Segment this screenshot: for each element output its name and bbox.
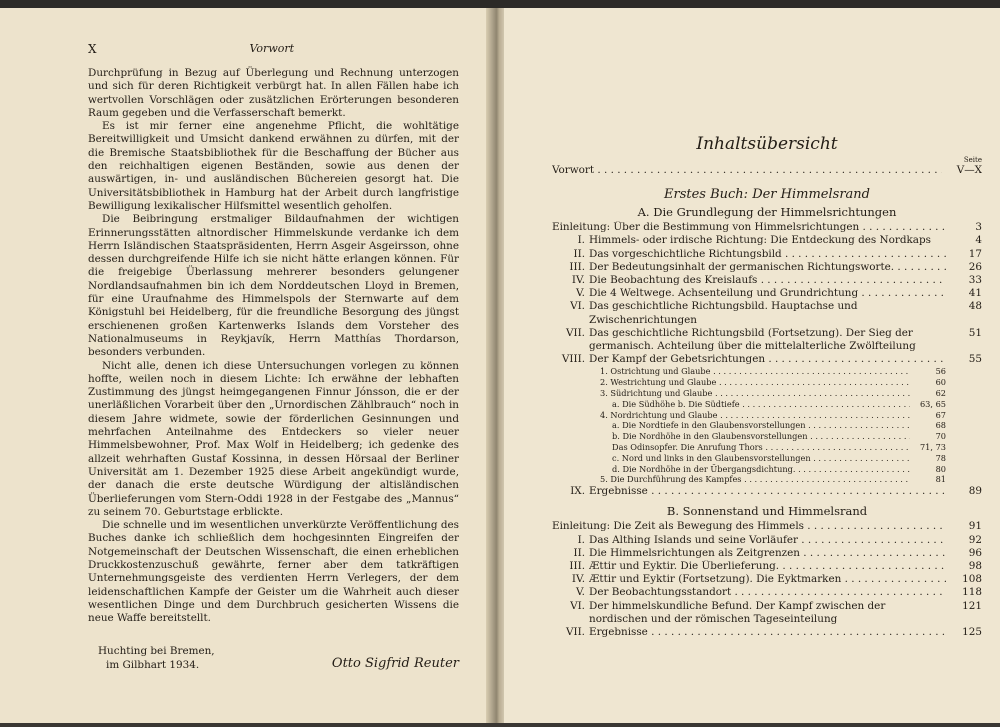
toc-subentry <box>552 377 982 388</box>
toc-entry-number: III. <box>569 260 585 273</box>
toc-entry-page: 48 <box>968 300 982 313</box>
part-a-title: A. Die Grundlegung der Himmelsrichtungen <box>637 205 897 220</box>
toc-entry-title: Ættir und Eyktir. Die Überlieferung. . . . <box>589 560 946 573</box>
toc-subentry-title: d. Die Nordhöhe in der Übergangsdichtung. . . . <box>612 464 910 475</box>
toc-subentry-page: 63, 65 <box>919 398 946 409</box>
toc-entry <box>552 547 982 560</box>
toc-entry <box>552 248 982 261</box>
toc-entry <box>552 300 982 326</box>
toc-entry-title: Die 4 Weltwege. Achsenteilung und Grundrichtung . . . <box>589 287 946 300</box>
toc-subentry-page: 67 <box>935 409 946 420</box>
toc-subentry <box>552 442 982 453</box>
toc-entry-number: IV. <box>571 274 585 287</box>
toc-entry <box>552 560 982 573</box>
author-name: Otto Sigfrid Reuter <box>331 656 459 672</box>
toc-subentry <box>552 388 982 399</box>
toc-subentry-page: 62 <box>935 388 946 399</box>
toc-entry-page: 98 <box>968 560 982 573</box>
toc-entry-number: II. <box>573 247 585 260</box>
toc-subentry <box>552 399 982 410</box>
toc-subentry-title: a. Die Südhöhe b. Die Südtiefe . . . <box>612 399 910 410</box>
right-page <box>504 8 1000 723</box>
toc-subentry <box>552 453 982 464</box>
toc-entry-number: V. <box>576 287 585 300</box>
toc-entry-page: 51 <box>968 326 982 339</box>
toc-subentry <box>552 474 982 485</box>
toc-entry-title: Das vorgeschichtliche Richtungsbild . . . <box>589 248 946 261</box>
toc-entry-page: 4 <box>975 234 982 247</box>
date: im Gilbhart 1934. <box>106 658 200 671</box>
toc-entry-title: Einleitung: Die Zeit als Bewegung des Himmels . . . <box>552 520 946 533</box>
toc-entry-number: VII. <box>565 626 585 639</box>
paragraph: Die Beibringung erstmaliger Bildaufnahmen der wichtigen Erinnerungsstätten altnordischer Himmelskunde verdanke ich dem Herrn Isländischen Staatspräsidenten, Herrn Asgeir Asgeirsson, ohne dessen durchgreifende Hilfe ich sie nicht hätte erlangen können. Für die freigebige Überlassung mehrerer besonders gelungener Nordlandsaufnahmen bin ich dem Norddeutschen Lloyd in Bremen, für eine Uraufnahme des Himmelspols der Sternwarte auf dem Königstuhl bei Heidelberg, für die freundliche Besorgung des jüngst erschienenen großen Kartenwerks Islands dem Vorsteher des Nationalmuseums in Reykjavík, Herrn Matthías Thordarson, besonders verbunden. <box>88 213 459 359</box>
toc-subentry-title: a. Die Nordtiefe in den Glaubensvorstellungen . . . <box>612 420 910 431</box>
chapter-viii-subsections <box>552 366 982 485</box>
paragraph: Durchprüfung in Bezug auf Überlegung und Rechnung unterzogen und sich für deren Richtigkeit verbürgt hat. In allen Fällen habe ich wertvollen Vorschlägen oder zusätzlichen Erörterungen besonderen Raum gegeben und die Verfasserschaft bemerkt. <box>88 67 459 119</box>
toc-entry-page: 26 <box>968 260 982 273</box>
left-page <box>0 8 493 723</box>
toc-entry-title: Einleitung: Über die Bestimmung von Himmelsrichtungen . . . <box>552 221 946 234</box>
toc-entry-page: 121 <box>962 599 982 612</box>
toc-entry-title: Das Althing Islands und seine Vorläufer . . . <box>589 534 946 547</box>
toc-entry-title: Der Bedeutungsinhalt der germanischen Richtungsworte. . . . <box>589 261 946 274</box>
seite-label: Seite <box>963 156 982 164</box>
toc-entry-number: I. <box>577 234 585 247</box>
toc-entry-number: IV. <box>571 573 585 586</box>
toc-entry-number: VI. <box>570 300 585 313</box>
signature-block <box>88 645 459 672</box>
toc-entry <box>552 600 982 626</box>
toc-subentry-title: 4. Nordrichtung und Glaube . . . <box>600 410 910 421</box>
toc-entry-title: Ergebnisse . . . <box>589 626 946 639</box>
toc-subentry-title: Das Odinsopfer. Die Anrufung Thors . . . <box>612 442 910 453</box>
part-a-list <box>552 221 982 366</box>
toc-entry-title: Der himmelskundliche Befund. Der Kampf zwischen der nordischen und der römischen Tageseinteilung <box>589 599 886 625</box>
toc-entry <box>552 353 982 366</box>
toc-entry-page: 89 <box>968 485 982 498</box>
toc-entry-page: V—X <box>956 164 982 176</box>
toc-entry-page: 92 <box>968 533 982 546</box>
toc-entry-page: 33 <box>968 274 982 287</box>
toc-entry-title: Vorwort . . . <box>552 164 942 177</box>
place: Huchting bei Bremen, <box>98 645 215 658</box>
toc-entry-vorwort <box>552 164 982 177</box>
toc-entry-page: 91 <box>968 520 982 533</box>
toc-entry-number: III. <box>569 560 585 573</box>
toc-entry <box>552 626 982 639</box>
preface-body <box>88 67 459 625</box>
toc-entry <box>552 485 982 498</box>
toc-entry <box>552 261 982 274</box>
toc-subentry-title: 2. Westrichtung und Glaube . . . <box>600 377 910 388</box>
toc-entry-title: Das geschichtliche Richtungsbild. Hauptachse und Zwischenrichtungen <box>589 300 858 326</box>
toc-entry-title: Himmels- oder irdische Richtung: Die Entdeckung des Nordkaps <box>589 234 931 247</box>
toc-subentry <box>552 420 982 431</box>
toc-subentry-title: 3. Südrichtung und Glaube . . . <box>600 388 910 399</box>
toc-subentry-page: 81 <box>935 474 946 485</box>
toc-entry-page: 125 <box>962 626 982 639</box>
toc-subentry-title: 1. Ostrichtung und Glaube . . . <box>600 366 910 377</box>
toc-subentry-page: 60 <box>935 377 946 388</box>
toc-entry <box>552 534 982 547</box>
toc-subentry-page: 80 <box>935 463 946 474</box>
toc-subentry <box>552 464 982 475</box>
toc-entry-title: Die Beobachtung des Kreislaufs . . . <box>589 274 946 287</box>
book-title: Erstes Buch: Der Himmelsrand <box>664 187 870 203</box>
page-number: X <box>88 42 97 56</box>
toc-entry-page: 108 <box>962 573 982 586</box>
toc-subentry <box>552 366 982 377</box>
toc-subentry-title: 5. Die Durchführung des Kampfes . . . <box>600 474 910 485</box>
part-b-title: B. Sonnenstand und Himmelsrand <box>666 504 868 519</box>
toc-entry-title: Die Himmelsrichtungen als Zeitgrenzen . . . <box>589 547 946 560</box>
toc-entry-number: II. <box>573 546 585 559</box>
toc-entry <box>552 573 982 586</box>
toc-subentry-page: 70 <box>935 431 946 442</box>
part-a-final <box>552 485 982 498</box>
toc-entry <box>552 520 982 533</box>
running-title: Vorwort <box>249 42 295 55</box>
toc-entry-page: 17 <box>968 247 982 260</box>
toc-entry-page: 55 <box>968 353 982 366</box>
toc-subentry-title: b. Die Nordhöhe in den Glaubensvorstellungen . . . <box>612 431 910 442</box>
toc-entry <box>552 327 982 353</box>
toc-entry-number: I. <box>577 533 585 546</box>
paragraph: Nicht alle, denen ich diese Untersuchungen vorlegen zu können hoffte, weilen noch in diesem Lichte: Ich erwähne der lebhaften Zustimmung des jüngst heimgegangenen Finnur Jónsson, die er der unerläßlichen Vorarbeit über den „Urnordischen Zählbrauch“ noch in diesem Jahre widmete, sowie der förderlichen Gesinnungen und mehrfachen Anteilnahme des Entdeckers so vieler neuer Himmelsbewohner, Prof. Max Wolf in Heidelberg; ich gedenke des allzeit wehrhaften Gustaf Kossinna, in dessen Hörsaal der Berliner Universität am 1. Dezember 1925 diese Arbeit angekündigt wurde, der danach die erste deutsche Würdigung der altisländischen Überlieferungen vom Stern-Oddi 1928 in der Festgabe des „Mannus“ zu seinem 70. Geburtstage erblickte. <box>88 359 459 518</box>
toc-entry <box>552 586 982 599</box>
toc-subentry-page: 68 <box>935 420 946 431</box>
paragraph: Die schnelle und im wesentlichen unverkürzte Veröffentlichung des Buches danke ich schließlich dem hochgesinnten Eingreifen der Notgemeinschaft der Deutschen Wissenschaft, die einen erheblichen Druckkostenzuschuß gewährte, ferner aber dem tatkräftigen Unternehmungsgeiste des verdienten Herrn Verlegers, der dem leidenschaftlichen Kampfe der Geister um die Wahrheit auch dieser wesentlichen Dinge und dem Durchbruch gesicherten Wissens die neue Waffe bereitstellt. <box>88 519 459 625</box>
toc-entry-page: 3 <box>975 221 982 234</box>
toc-subentry <box>552 410 982 421</box>
toc-entry-page: 96 <box>968 546 982 559</box>
toc-entry-title: Der Kampf der Gebetsrichtungen . . . <box>589 353 946 366</box>
toc-entry-page: 41 <box>968 287 982 300</box>
toc-subentry-page: 56 <box>935 366 946 377</box>
toc-entry-title: Der Beobachtungsstandort . . . <box>589 586 946 599</box>
toc-entry-number: VII. <box>565 326 585 339</box>
toc-entry-number: VI. <box>570 599 585 612</box>
toc-entry-number: IX. <box>570 485 585 498</box>
toc-subentry-page: 71, 73 <box>919 442 946 453</box>
toc-entry <box>552 287 982 300</box>
part-b-list <box>552 520 982 639</box>
toc-subentry-title: c. Nord und links in den Glaubensvorstellungen . . . <box>612 453 910 464</box>
toc-entry-title: Das geschichtliche Richtungsbild (Fortsetzung). Der Sieg der germanisch. Achteilung über die mittelalterliche Zwölfteilung <box>589 326 916 353</box>
toc-title: Inhaltsübersicht <box>696 134 838 154</box>
toc-entry-title: Ættir und Eyktir (Fortsetzung). Die Eyktmarken . . . <box>589 573 946 586</box>
toc-entry <box>552 234 982 247</box>
paragraph: Es ist mir ferner eine angenehme Pflicht, die wohltätige Bereitwilligkeit und Umsicht dankend erwähnen zu dürfen, mit der die Bremische Staatsbibliothek für die Beschaffung der Bücher aus den reichhaltigen eigenen Beständen, sowie aus denen der auswärtigen, in- und ausländischen Büchereien gesorgt hat. Die Universitätsbibliothek in Hamburg hat der Arbeit durch langfristige Bewilligung lexikalischer Hilfsmittel wesentlich geholfen. <box>88 120 459 212</box>
toc-subentry-page: 78 <box>935 452 946 463</box>
left-header <box>88 42 459 56</box>
toc-entry-page: 118 <box>962 586 982 599</box>
toc-entry-number: VIII. <box>561 353 585 366</box>
toc-entry-number: V. <box>576 586 585 599</box>
toc-entry-title: Ergebnisse . . . <box>589 485 946 498</box>
toc-entry <box>552 221 982 234</box>
toc-subentry <box>552 431 982 442</box>
top-edge <box>0 0 1000 8</box>
toc-entry <box>552 274 982 287</box>
